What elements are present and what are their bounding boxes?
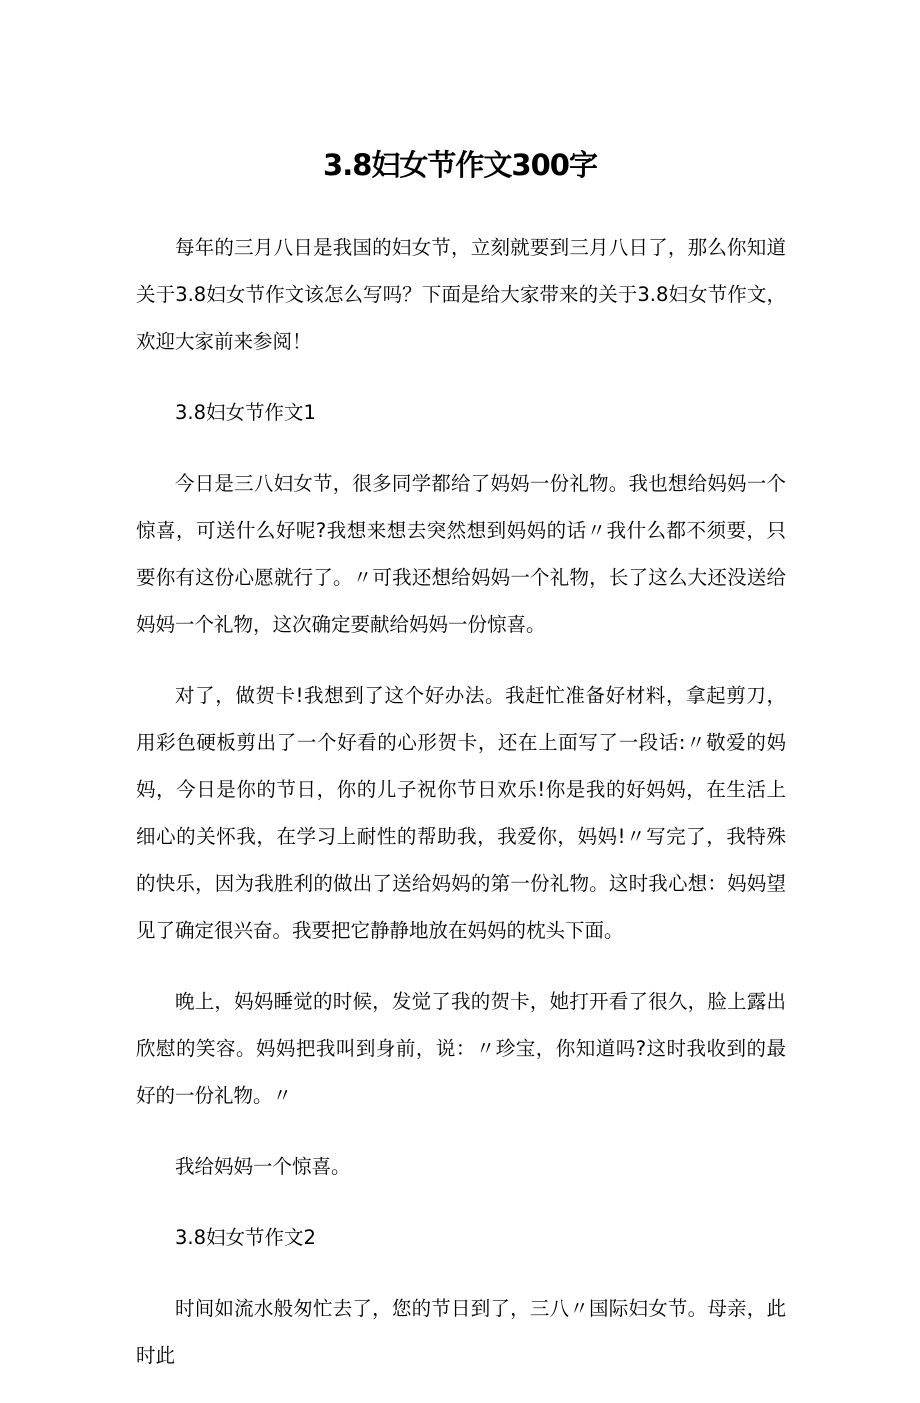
body-paragraph: 时间如流水般匆忙去了，您的节日到了，三八〃国际妇女节。母亲，此时此 (136, 1297, 786, 1367)
section-heading-essay-2: 3.8妇女节作文2 (175, 1226, 316, 1249)
document-body (136, 224, 786, 1403)
document-title: 3.8妇女节作文300字 (323, 148, 597, 182)
intro-paragraph: 每年的三月八日是我国的妇女节，立刻就要到三月八日了，那么你知道关于3.8妇女节作文该怎么写吗？下面是给大家带来的关于3.8妇女节作文，欢迎大家前来参阅！ (136, 236, 786, 353)
body-paragraph: 对了，做贺卡!我想到了这个好办法。我赶忙准备好材料，拿起剪刀，用彩色硬板剪出了一个好看的心形贺卡，还在上面写了一段话:〃敬爱的妈妈，今日是你的节日，你的儿子祝你节日欢乐!你是我的好妈妈，在生活上细心的关怀我，在学习上耐性的帮助我，我爱你，妈妈!〃写完了，我特殊的快乐，因为我胜利的做出了送给妈妈的第一份礼物。这时我心想：妈妈望见了确定很兴奋。我要把它静静地放在妈妈的枕头下面。 (136, 684, 786, 942)
body-paragraph: 我给妈妈一个惊喜。 (175, 1155, 351, 1178)
section-heading-essay-1: 3.8妇女节作文1 (175, 401, 316, 424)
body-paragraph: 晚上，妈妈睡觉的时候，发觉了我的贺卡，她打开看了很久，脸上露出欣慰的笑容。妈妈把我叫到身前，说：〃珍宝，你知道吗?这时我收到的最好的一份礼物。〃 (136, 990, 786, 1107)
body-paragraph: 今日是三八妇女节，很多同学都给了妈妈一份礼物。我也想给妈妈一个惊喜，可送什么好呢?我想来想去突然想到妈妈的话〃我什么都不须要，只要你有这份心愿就行了。〃可我还想给妈妈一个礼物，长了这么大还没送给妈妈一个礼物，这次确定要献给妈妈一份惊喜。 (136, 472, 786, 636)
